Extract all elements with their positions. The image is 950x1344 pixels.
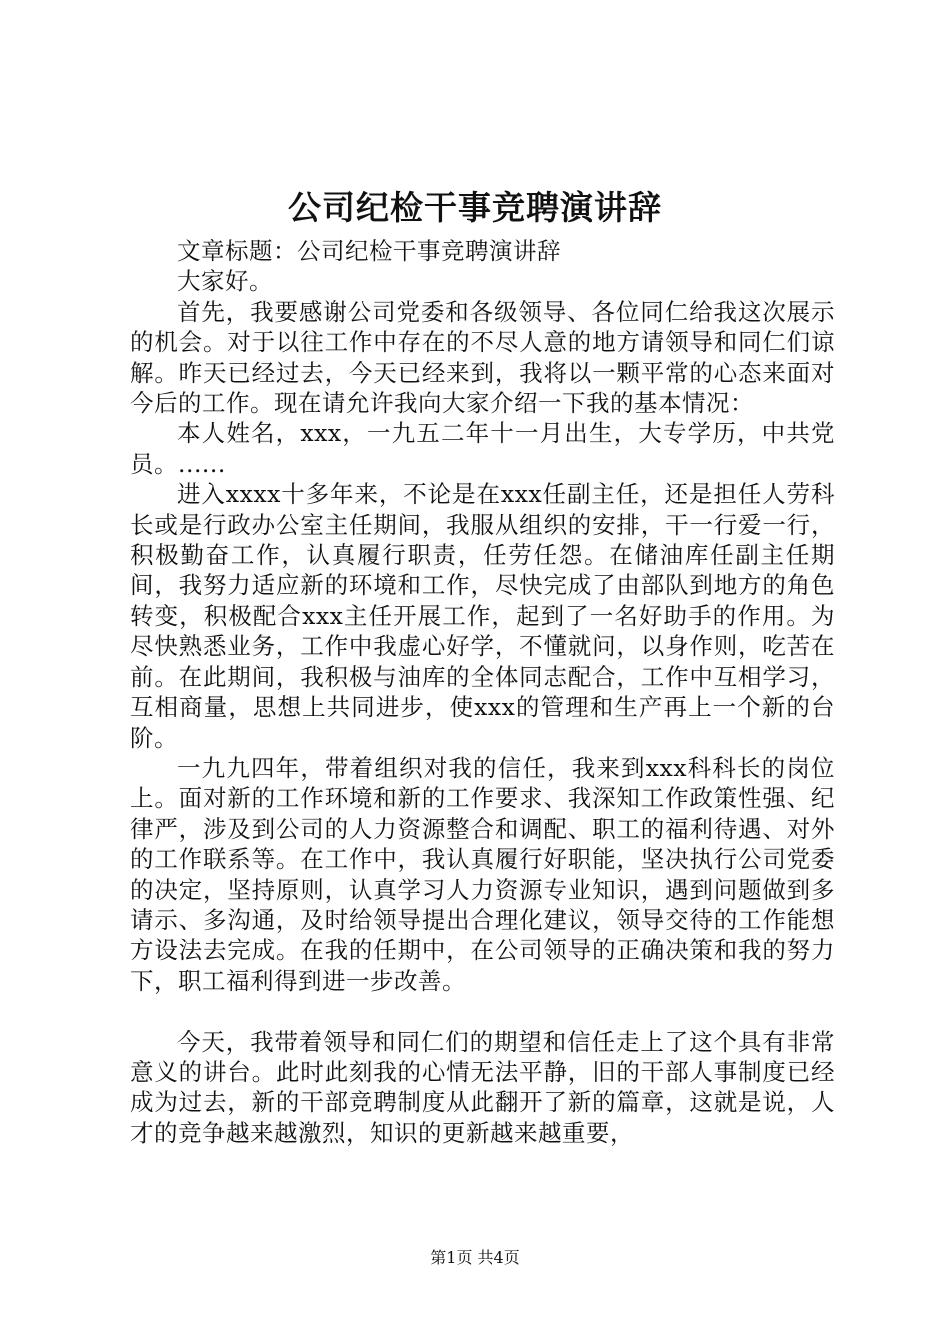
body-paragraph: 首先，我要感谢公司党委和各级领导、各位同仁给我这次展示的机会。对于以往工作中存在的不尽人意的地方请领导和同仁们谅解。昨天已经过去，今天已经来到，我将以一颗平常的心态来面对今后的工作。现在请允许我向大家介绍一下我的基本情况： (130, 297, 835, 418)
greeting-paragraph: 大家好。 (177, 267, 273, 296)
body-paragraph: 本人姓名，xxx，一九五二年十一月出生，大专学历，中共党员。...... (130, 419, 835, 478)
document-body (130, 236, 835, 1148)
body-paragraph: 今天，我带着领导和同仁们的期望和信任走上了这个具有非常意义的讲台。此时此刻我的心情无法平静，旧的干部人事制度已经成为过去，新的干部竞聘制度从此翻开了新的篇章，这就是说，人才的竞争越来越激烈，知识的更新越来越重要， (130, 1027, 835, 1147)
article-title-line: 文章标题：公司纪检干事竞聘演讲辞 (177, 237, 561, 265)
page-number-footer: 第1页 共4页 (430, 1248, 520, 1267)
body-paragraph: 进入xxxx十多年来，不论是在xxx任副主任，还是担任人劳科长或是行政办公室主任期间，我服从组织的安排，干一行爱一行，积极勤奋工作，认真履行职责，任劳任怨。在储油库任副主任期间，我努力适应新的环境和工作，尽快完成了由部队到地方的角色转变，积极配合xxx主任开展工作，起到了一名好助手的作用。为尽快熟悉业务，工作中我虚心好学，不懂就问，以身作则，吃苦在前。在此期间，我积极与油库的全体同志配合，工作中互相学习，互相商量，思想上共同进步，使xxx的管理和生产再上一个新的台阶。 (130, 480, 835, 752)
document-title: 公司纪检干事竞聘演讲辞 (288, 188, 662, 227)
body-paragraph: 一九九四年，带着组织对我的信任，我来到xxx科科长的岗位上。面对新的工作环境和新的工作要求、我深知工作政策性强、纪律严，涉及到公司的人力资源整合和调配、职工的福利待遇、对外的工作联系等。在工作中，我认真履行好职能，坚决执行公司党委的决定，坚持原则，认真学习人力资源专业知识，遇到问题做到多请示、多沟通，及时给领导提出合理化建议，领导交待的工作能想方设法去完成。在我的任期中，在公司领导的正确决策和我的努力下，职工福利得到进一步改善。 (130, 753, 835, 995)
